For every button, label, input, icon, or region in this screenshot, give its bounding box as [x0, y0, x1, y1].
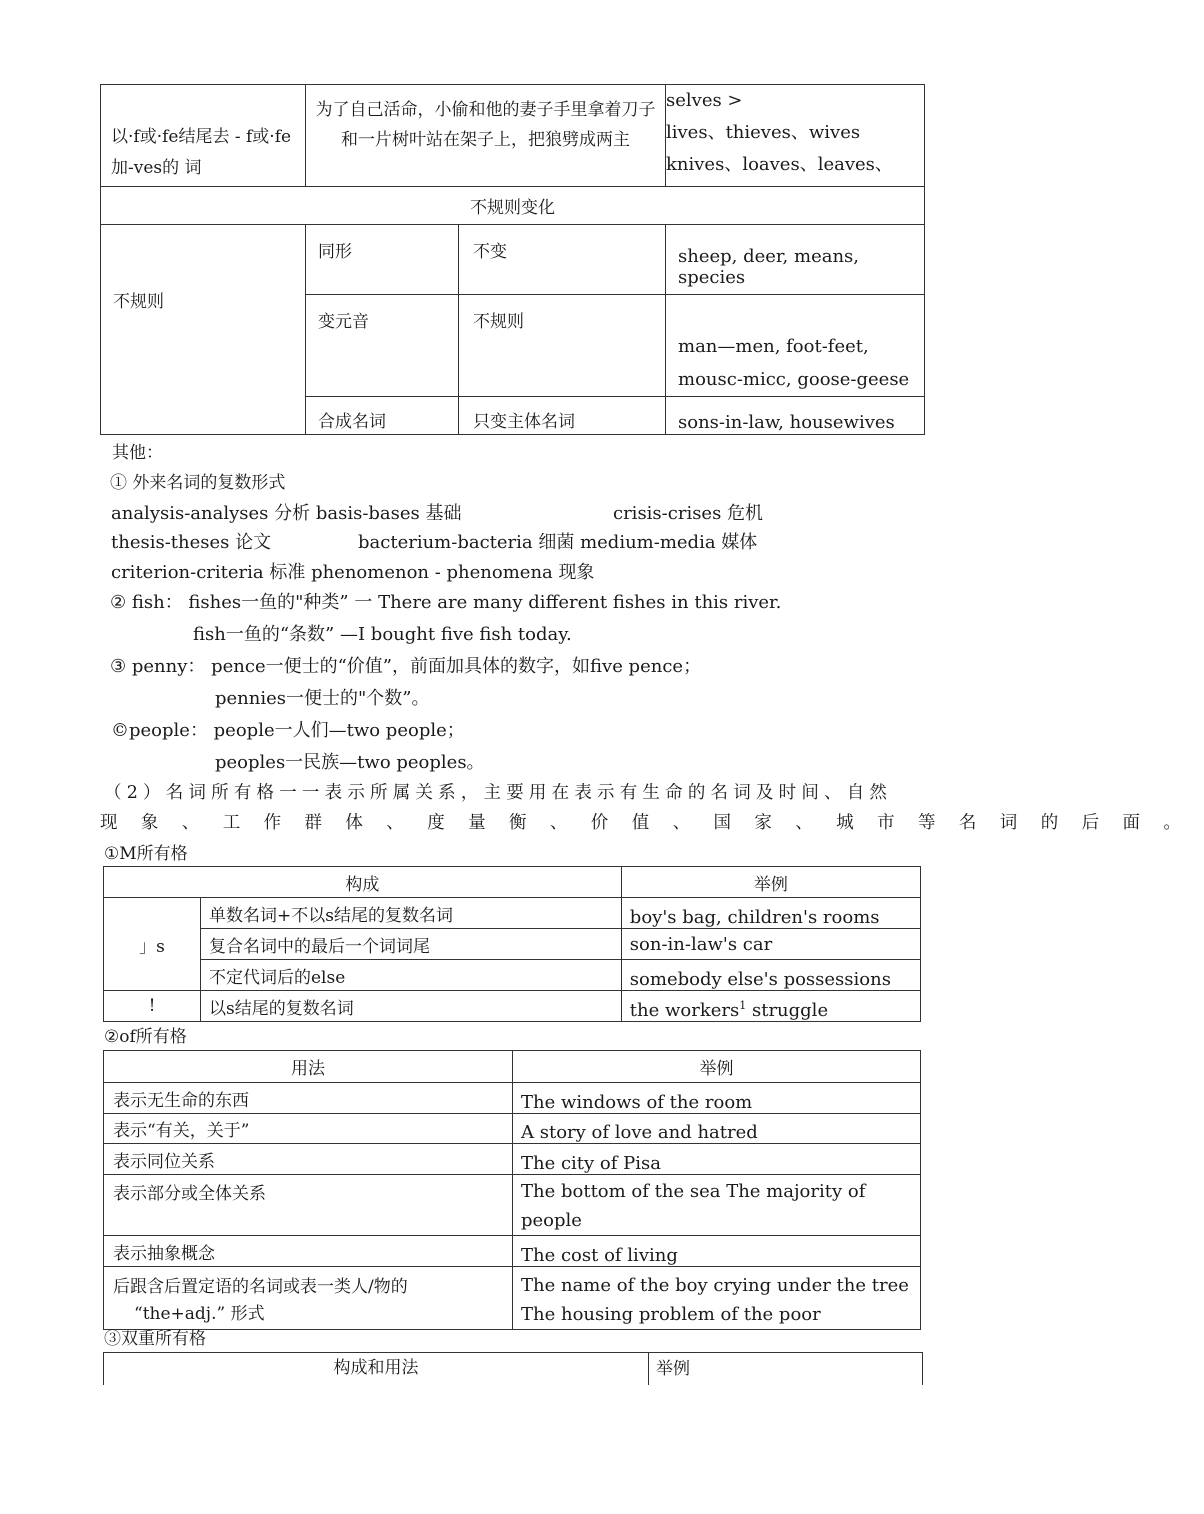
others-title: 其他：: [112, 443, 163, 463]
examples-line: mousc-micc, goose-geese: [678, 369, 910, 390]
type-cell: [306, 397, 459, 435]
example-text: The cost of living: [521, 1245, 678, 1266]
fish-line-1: ② fish： fishes一鱼的"种类” 一 There are many different fishes in this river.: [110, 592, 782, 613]
possessive-para-2: 现象、工作群体、度量衡、价值、国家、城市等名词的后面。: [100, 813, 1204, 833]
examples-cell: [666, 397, 925, 435]
rule-text: 以s结尾的复数名词: [209, 998, 354, 1019]
rule-cell: [101, 85, 306, 187]
example-line: The housing problem of the poor: [521, 1304, 821, 1325]
word-pair: analysis-analyses 分析 basis-bases 基础: [111, 503, 462, 524]
example-cell: [621, 898, 920, 929]
examples-text: sheep, deer, means, species: [678, 246, 860, 288]
rule-cell: [201, 960, 622, 991]
rule-text: 单数名词+不以s结尾的复数名词: [209, 905, 453, 926]
col-header: [656, 1353, 690, 1385]
use-text: 表示部分或全体关系: [113, 1184, 266, 1204]
mark-label: 」s: [139, 936, 165, 957]
example-tail: struggle: [746, 1000, 829, 1021]
possessive-para-1: （2）名词所有格一一表示所属关系，主要用在表示有生命的名词及时间、自然: [104, 783, 893, 803]
rule-label: 不规则: [473, 312, 524, 332]
use-line: 后跟含后置定语的名词或表一类人/物的: [113, 1277, 408, 1297]
word-pair: criterion-criteria 标准 phenomenon - phenomena 现象: [111, 562, 595, 583]
rule-label: 只变主体名词: [473, 412, 575, 432]
fish-line-2: fish一鱼的“条数” —I bought five fish today.: [193, 624, 572, 645]
col-header: [104, 1353, 649, 1385]
example-text: A story of love and hatred: [521, 1122, 758, 1143]
double-possessive-table: [103, 1352, 923, 1385]
mnemonic-cell: [306, 85, 666, 187]
use-line: “the+adj.” 形式: [134, 1304, 265, 1324]
word-pair: thesis-theses 论文: [111, 532, 272, 553]
use-cell: [104, 1144, 513, 1175]
section-title: 不规则变化: [470, 198, 555, 218]
irregular-label: 不规则: [113, 292, 164, 312]
ex-line: selves >: [666, 90, 743, 111]
example-text: the workers: [629, 1000, 740, 1021]
irregular-cell: [101, 225, 306, 435]
section-header: [101, 187, 925, 225]
rule-cell: [459, 397, 666, 435]
example-cell: [621, 991, 920, 1022]
example-text: son-in-law's car: [629, 933, 773, 955]
type-cell: [306, 295, 459, 397]
type-label: 变元音: [318, 312, 369, 332]
rule-label: 不变: [473, 242, 507, 262]
example-cell: [621, 929, 920, 960]
mark-cell: [104, 991, 201, 1022]
use-cell: [104, 1175, 513, 1236]
col-header-label: 构成和用法: [333, 1358, 419, 1378]
rule-cell: [459, 225, 666, 295]
mark-cell: [104, 898, 201, 991]
example-cell: [621, 960, 920, 991]
example-cell: [513, 1114, 921, 1144]
col-header-label: 举例: [656, 1359, 690, 1379]
use-text: 表示无生命的东西: [113, 1090, 249, 1111]
col-header-label: 举例: [753, 874, 788, 895]
rule-cell: [201, 929, 622, 960]
table-title: ①M所有格: [104, 844, 188, 864]
use-cell: [104, 1083, 513, 1114]
word-pair: crisis-crises 危机: [613, 503, 764, 524]
example-text: somebody else's possessions: [629, 969, 891, 990]
type-label: 合成名词: [318, 412, 386, 432]
others-item-1: ① 外来名词的复数形式: [110, 473, 286, 493]
example-text: boy's bag, children's rooms: [629, 907, 880, 928]
type-label: 同形: [318, 242, 352, 262]
use-cell: [104, 1114, 513, 1144]
type-cell: [306, 225, 459, 295]
example-cell: [513, 1083, 921, 1114]
rule-cell: [201, 898, 622, 929]
col-header-label: 构成: [345, 874, 380, 895]
mark-label: !: [148, 996, 156, 1016]
example-line: people: [521, 1210, 582, 1231]
examples-cell: [666, 85, 925, 187]
example-cell: [513, 1175, 921, 1236]
table-title: ②of所有格: [104, 1027, 187, 1047]
col-header: [513, 1051, 921, 1083]
col-header: [104, 1051, 513, 1083]
mnemonic-text: 为了自己活命，小偷和他的妻子手里拿着刀子和一片树叶站在架子上，把狼劈成两主: [315, 100, 656, 150]
use-text: 表示同位关系: [113, 1151, 215, 1172]
plural-rules-table: [100, 84, 925, 435]
col-header-label: 用法: [291, 1059, 325, 1079]
example-text: The windows of the room: [521, 1092, 753, 1113]
rule-text: 不定代词后的else: [209, 967, 346, 988]
use-text: 表示抽象概念: [113, 1243, 215, 1264]
rule-text: 以·f或·fe结尾去 - f或·fe加-ves的 词: [111, 127, 292, 178]
rule-text: 复合名词中的最后一个词词尾: [209, 936, 430, 957]
example-wrap: [622, 1000, 828, 1021]
examples-cell: [666, 225, 925, 295]
example-line: The name of the boy crying under the tree: [521, 1275, 909, 1296]
example-sup: 1: [739, 999, 747, 1012]
col-header-label: 举例: [699, 1059, 734, 1079]
examples-cell: [666, 295, 925, 397]
example-cell: [513, 1144, 921, 1175]
s-possessive-table: [103, 866, 921, 1022]
people-line-2: peoples一民族—two peoples。: [215, 752, 485, 773]
rule-cell: [201, 991, 622, 1022]
penny-line-1: ③ penny： pence一便士的“价值”，前面加具体的数字，如five pence；: [110, 656, 702, 677]
ex-line: knives、loaves、leaves、: [666, 154, 893, 175]
col-header: [104, 867, 622, 898]
people-line-1: ©people： people一人们—two people；: [111, 720, 465, 741]
examples-line: man—men, foot-feet,: [678, 336, 869, 357]
of-possessive-table: [103, 1050, 921, 1330]
ex-line: lives、thieves、wives: [666, 122, 861, 143]
table-title: ③双重所有格: [104, 1329, 206, 1349]
use-cell: [104, 1267, 513, 1330]
examples-text: sons-in-law, housewives: [678, 412, 895, 433]
penny-line-2: pennies一便士的"个数”。: [215, 688, 430, 709]
example-line: The bottom of the sea The majority of: [521, 1181, 866, 1202]
use-cell: [104, 1236, 513, 1267]
word-pair: bacterium-bacteria 细菌 medium-media 媒体: [358, 532, 758, 553]
col-header: [621, 867, 920, 898]
rule-cell: [459, 295, 666, 397]
example-cell: [513, 1267, 921, 1330]
example-text: The city of Pisa: [521, 1153, 661, 1174]
use-text: 表示“有关，关于”: [113, 1121, 250, 1141]
example-cell: [513, 1236, 921, 1267]
